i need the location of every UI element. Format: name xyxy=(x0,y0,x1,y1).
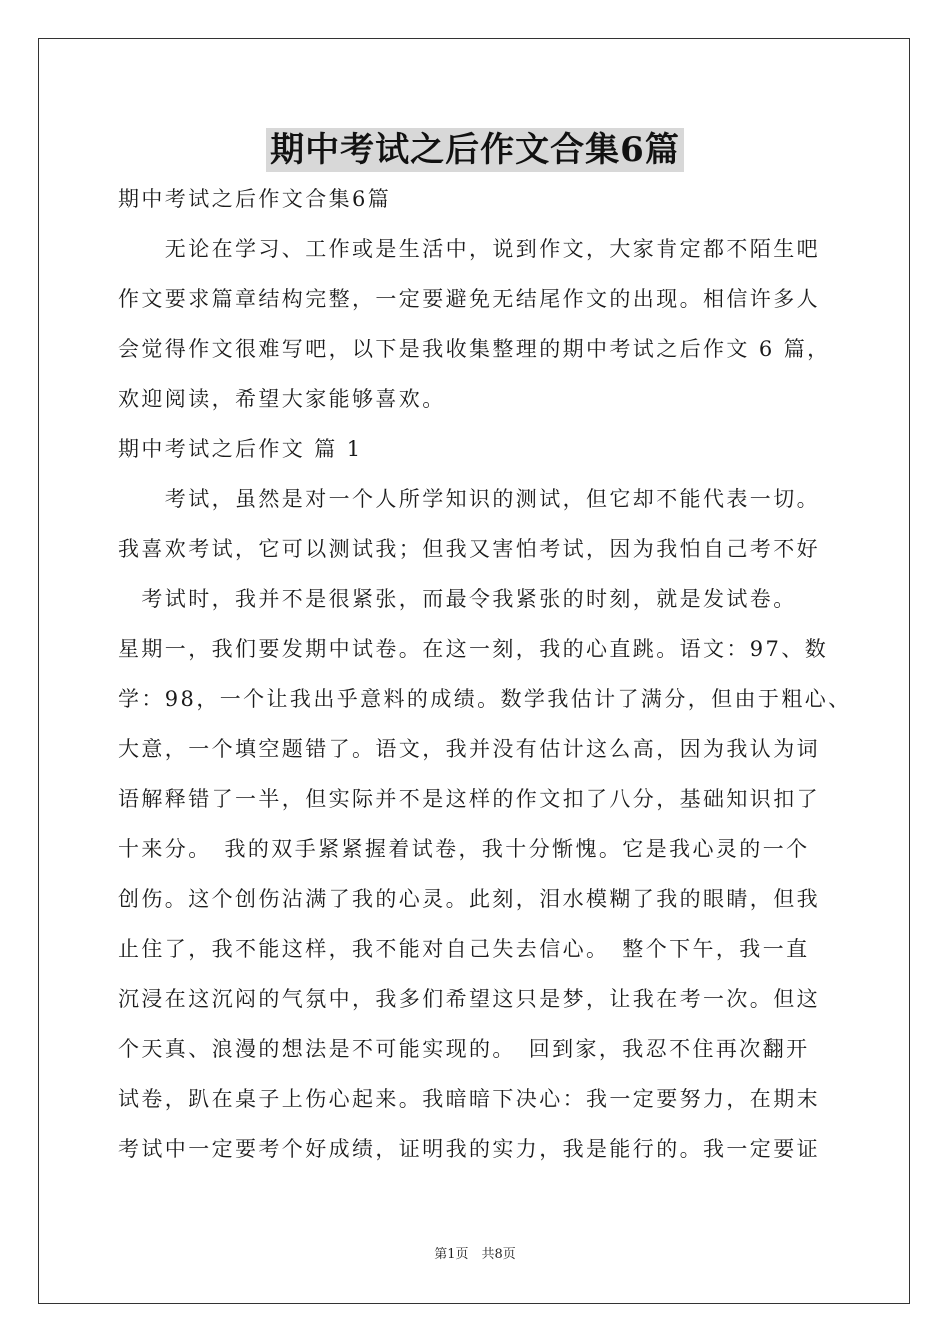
section-heading: 期中考试之后作文 篇 1 xyxy=(118,437,363,461)
body-line: 大意，一个填空题错了。语文，我并没有估计这么高，因为我认为词 xyxy=(118,737,820,761)
body-line: 星期一，我们要发期中试卷。在这一刻，我的心直跳。语文：97、数 xyxy=(118,637,829,661)
body-line: 沉浸在这沉闷的气氛中，我多们希望这只是梦，让我在考一次。但这 xyxy=(118,987,820,1011)
body-line: 语解释错了一半，但实际并不是这样的作文扣了八分，基础知识扣了 xyxy=(118,787,820,811)
document-title xyxy=(0,128,950,172)
document-subtitle: 期中考试之后作文合集6篇 xyxy=(118,187,392,211)
body-line: 考试中一定要考个好成绩，证明我的实力，我是能行的。我一定要证 xyxy=(118,1137,820,1161)
page-number: 第1页 共8页 xyxy=(434,1247,516,1262)
page-border xyxy=(38,38,910,1304)
body-line: 创伤。这个创伤沾满了我的心灵。此刻，泪水模糊了我的眼睛，但我 xyxy=(118,887,820,911)
body-line: 欢迎阅读，希望大家能够喜欢。 xyxy=(118,387,446,411)
body-line: 十来分。 我的双手紧紧握着试卷，我十分惭愧。它是我心灵的一个 xyxy=(118,837,810,861)
body-line: 无论在学习、工作或是生活中，说到作文，大家肯定都不陌生吧 xyxy=(118,237,820,261)
document-title-text: 期中考试之后作文合集6篇 xyxy=(266,128,684,172)
body-line: 作文要求篇章结构完整，一定要避免无结尾作文的出现。相信许多人 xyxy=(118,287,820,311)
body-line: 个天真、浪漫的想法是不可能实现的。 回到家，我忍不住再次翻开 xyxy=(118,1037,810,1061)
body-line: 学：98，一个让我出乎意料的成绩。数学我估计了满分，但由于粗心、 xyxy=(118,687,852,711)
body-line: 我喜欢考试，它可以测试我；但我又害怕考试，因为我怕自己考不好 xyxy=(118,537,820,561)
body-line: 考试时，我并不是很紧张，而最令我紧张的时刻，就是发试卷。 xyxy=(118,587,797,611)
body-line: 会觉得作文很难写吧，以下是我收集整理的期中考试之后作文 6 篇， xyxy=(118,337,831,361)
body-line: 考试，虽然是对一个人所学知识的测试，但它却不能代表一切。 xyxy=(118,487,820,511)
body-line: 止住了，我不能这样，我不能对自己失去信心。 整个下午，我一直 xyxy=(118,937,810,961)
body-line: 试卷，趴在桌子上伤心起来。我暗暗下决心：我一定要努力，在期末 xyxy=(118,1087,820,1111)
